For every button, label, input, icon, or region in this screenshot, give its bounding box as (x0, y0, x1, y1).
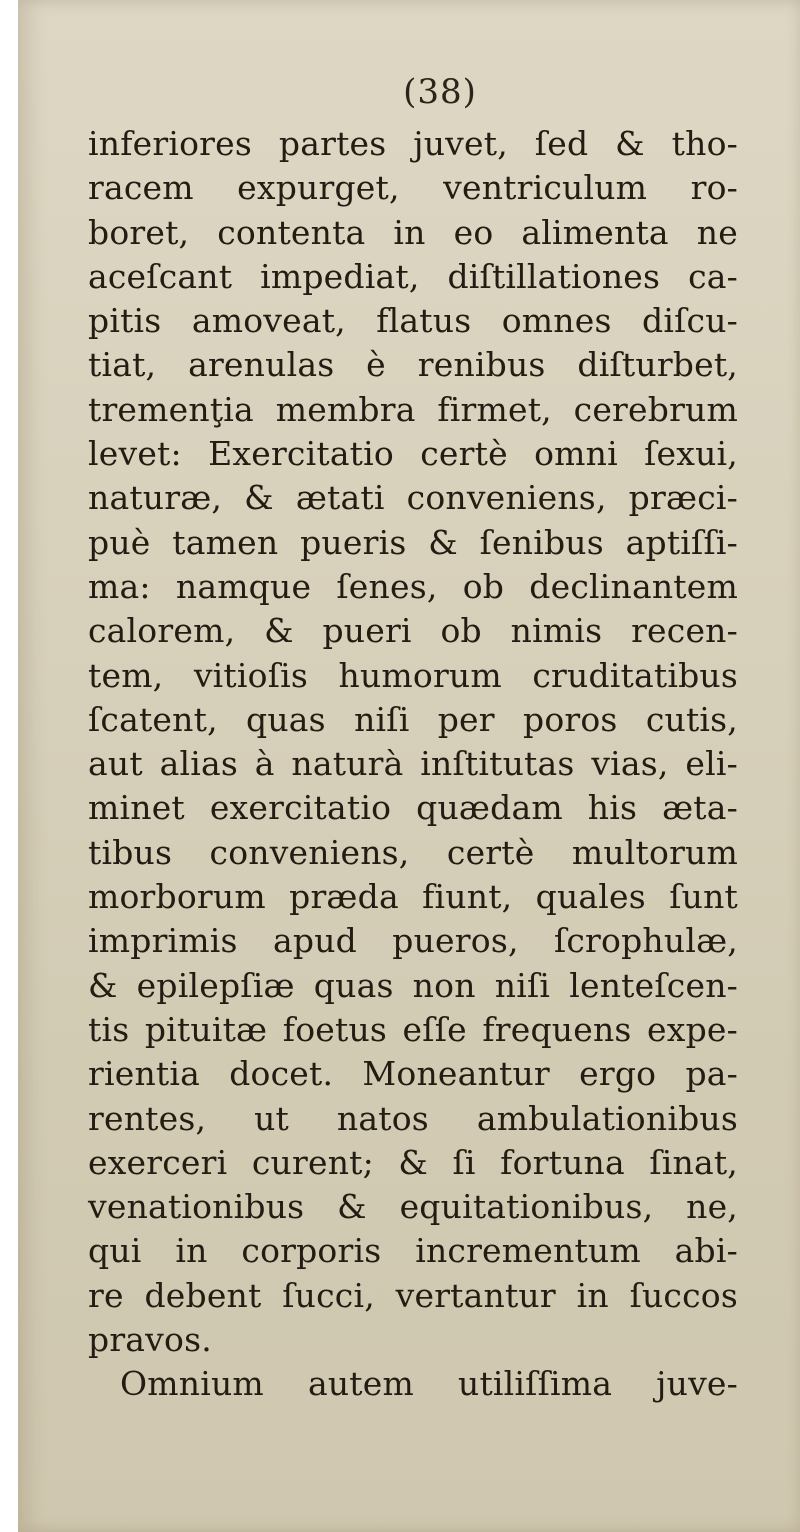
text-line: tiat, arenulas è renibus diſturbet, (88, 345, 738, 385)
text-line: pravos. (88, 1320, 212, 1360)
text-line: imprimis apud pueros, ſcrophulæ, (88, 921, 738, 961)
text-line: rentes, ut natos ambulationibus (88, 1098, 738, 1138)
text-line: puè tamen pueris & ſenibus aptiſſi- (88, 522, 738, 562)
text-line: boret, contenta in eo alimenta ne (88, 212, 738, 252)
text-line: aut alias à naturà inſtitutas vias, eli- (88, 744, 738, 784)
text-line: re debent ſucci, vertantur in ſuccos (88, 1275, 738, 1315)
text-line: tem, vitioſis humorum cruditatibus (88, 655, 738, 695)
text-line: tibus conveniens, certè multorum (88, 832, 738, 872)
text-line: morborum præda fiunt, quales ſunt (88, 877, 738, 917)
text-line: qui in corporis incrementum abi- (88, 1231, 738, 1271)
text-line: & epilepſiæ quas non niſi lenteſcen- (88, 965, 738, 1005)
text-line: exerceri curent; & ſi fortuna ſinat, (88, 1142, 738, 1182)
body-text (88, 122, 738, 1407)
text-line: pitis amoveat, flatus omnes diſcu- (88, 301, 738, 341)
text-line: tis pituitæ foetus eſſe frequens expe- (88, 1009, 738, 1049)
text-line: calorem, & pueri ob nimis recen- (88, 611, 738, 651)
text-line: minet exercitatio quædam his æta- (88, 788, 738, 828)
page-number: (38) (403, 72, 477, 112)
text-line: naturæ, & ætati conveniens, præci- (88, 478, 738, 518)
text-line: ma: namque ſenes, ob declinantem (88, 566, 738, 606)
text-line: levet: Exercitatio certè omni ſexui, (88, 434, 738, 474)
text-line: venationibus & equitationibus, ne, (88, 1187, 738, 1227)
text-line: rientia docet. Moneantur ergo pa- (88, 1054, 738, 1094)
text-line: ſcatent, quas niſi per poros cutis, (88, 699, 738, 739)
text-line: racem expurget, ventriculum ro- (88, 168, 738, 208)
text-line: inferiores partes juvet, ſed & tho- (88, 124, 738, 163)
text-line: aceſcant impediat, diſtillationes ca- (88, 256, 738, 296)
text-line: tremenţia membra firmet, cerebrum (88, 389, 738, 429)
paragraph-first-line: Omnium autem utiliſſima juve- (120, 1364, 738, 1404)
